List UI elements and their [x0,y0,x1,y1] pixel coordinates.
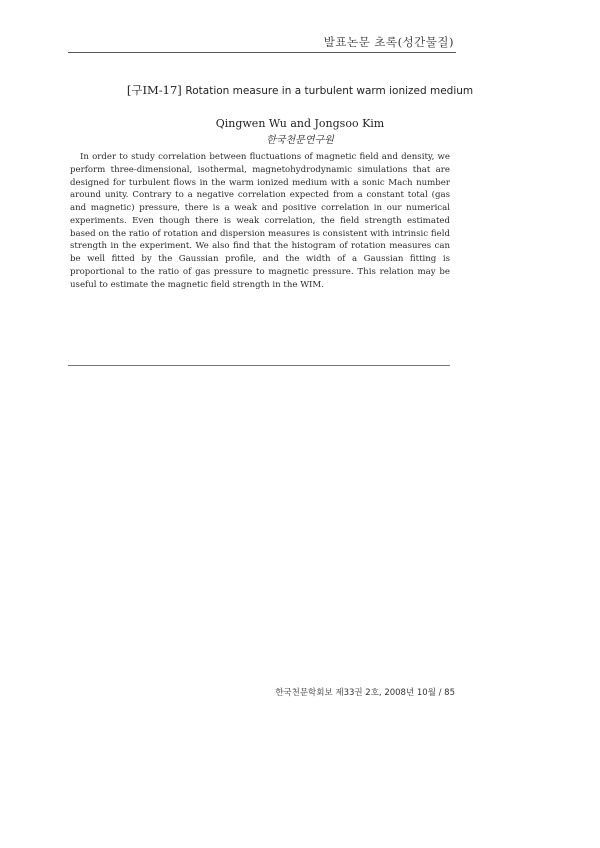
paper-authors: Qingwen Wu and Jongsoo Kim [215,117,385,130]
paper-affiliation: 한국천문연구원 [266,135,334,146]
page-header [68,32,456,53]
paper-title [0,82,600,98]
page-footer: 한국천문학회보 제33권 2호, 2008년 10월 / 85 [275,688,455,698]
abstract-end-rule [68,365,450,366]
paper-abstract: In order to study correlation between fluctuations of magnetic field and density, we perform three-dimensional, isothermal, magnetohydrodynamic simulations that are designed for turbulent flows in the warm ionized medium with a sonic Mach number around unity. Contrary to a negative correlation expected from a constant total (gas and magnetic) pressure, there is a weak and positive correlation in our numerical experiments. Even though there is weak correlation, the field strength estimated based on the ratio of rotation and dispersion measures is consistent with intrinsic field strength in the experiment. We also find that the histogram of rotation measures can be well fitted by the Gaussian profile, and the width of a Gaussian fitting is proportional to the ratio of gas pressure to magnetic pressure. This relation may be useful to estimate the magnetic field strength in the WIM. [70,152,450,290]
paper-title-text: Rotation measure in a turbulent warm ionized medium [185,85,474,97]
paper-code: [구IM-17] [126,83,182,97]
section-header: 발표논문 초록(성간물질) [323,35,454,49]
